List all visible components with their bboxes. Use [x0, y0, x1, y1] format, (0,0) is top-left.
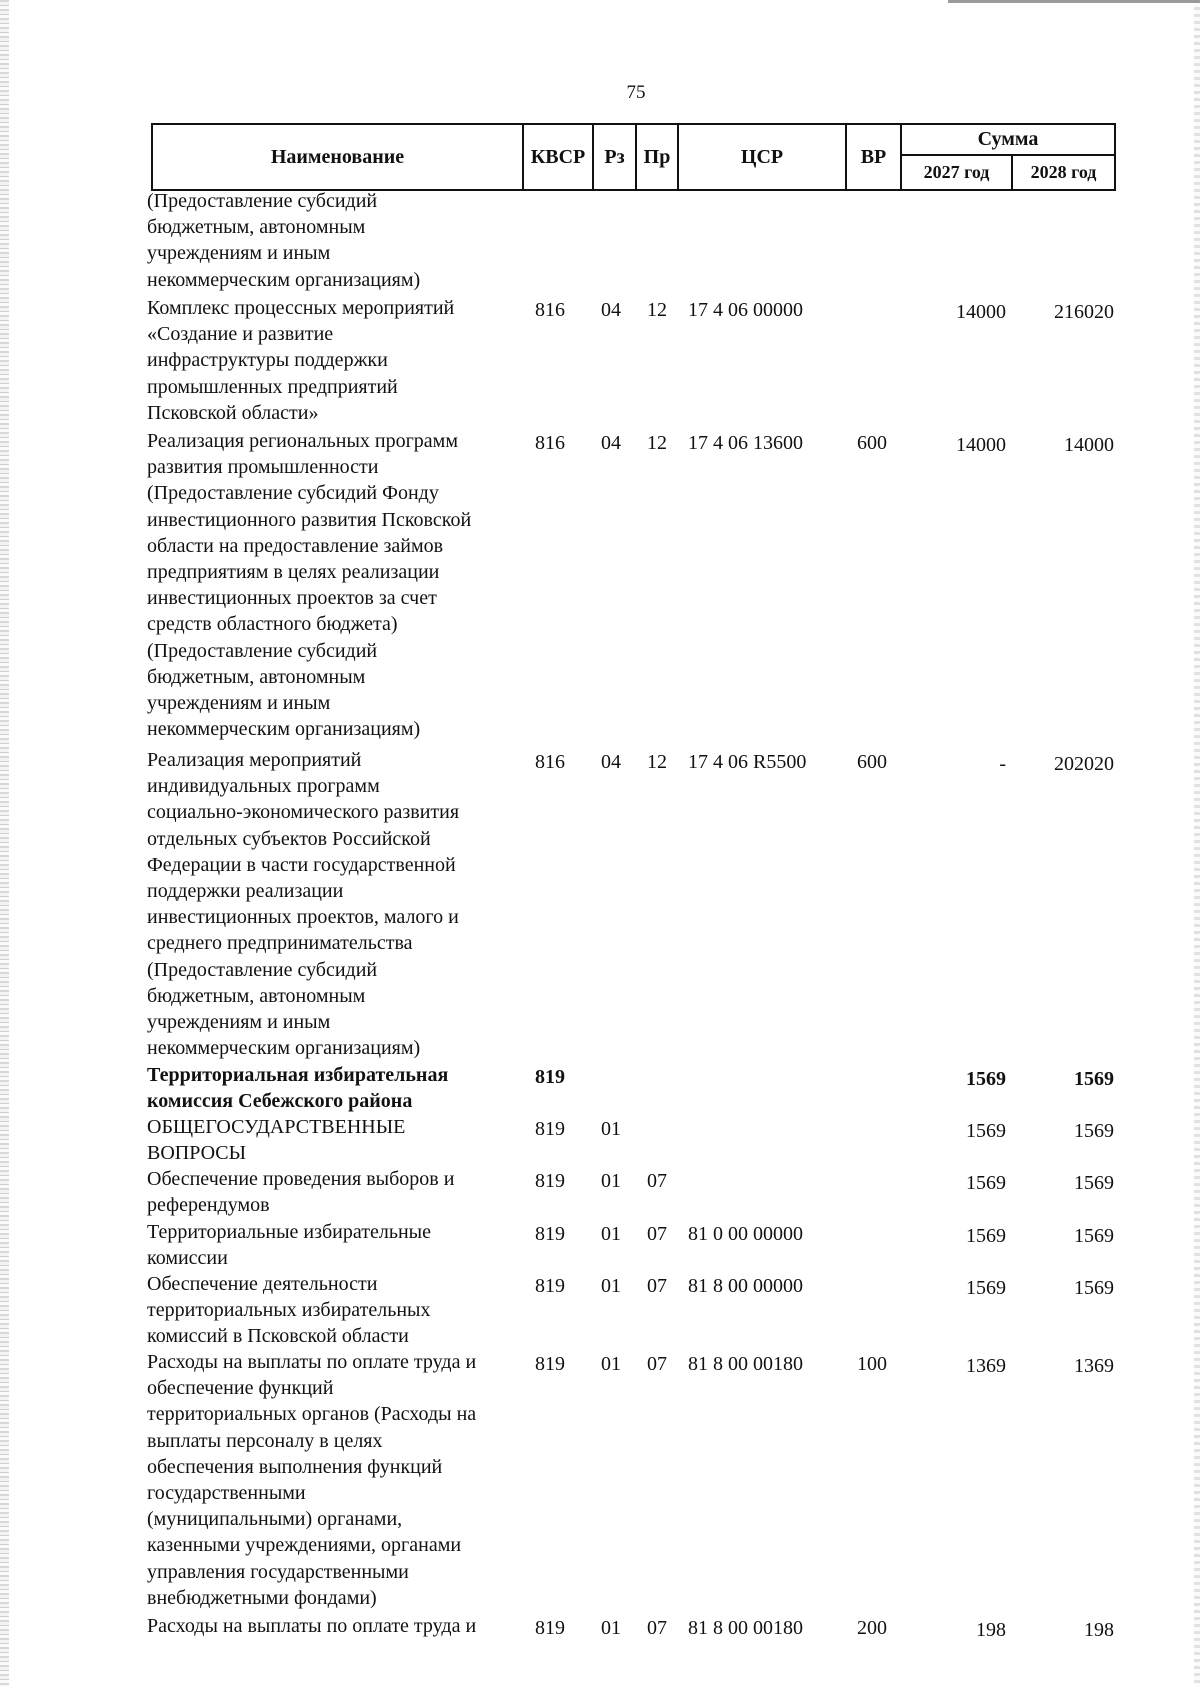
row-sum-2027: 1569	[966, 1068, 1006, 1090]
row-rz: 04	[601, 432, 621, 454]
row-name: ОБЩЕГОСУДАРСТВЕННЫЕ ВОПРОСЫ	[147, 1116, 406, 1165]
row-kvsr: 819	[535, 1275, 565, 1297]
header-kvsr: КВСР	[524, 125, 594, 191]
row-csr: 17 4 06 00000	[688, 299, 803, 321]
row-rz: 01	[601, 1223, 621, 1245]
row-pr: 12	[647, 299, 667, 321]
header-vr: ВР	[847, 125, 902, 191]
row-name: Реализация мероприятий индивидуальных программ социально-экономического развития отдельных субъектов Российской Федерации в части государственной поддержки реализации инвестиционных проектов, малого и среднего предпринимательства (Предоставление субсидий бюджетным, автономным учреждениям и иным некоммерческим организациям)	[147, 749, 460, 1060]
header-csr: ЦСР	[679, 125, 847, 191]
row-pr: 12	[647, 432, 667, 454]
row-csr: 17 4 06 R5500	[688, 751, 807, 773]
row-rz: 01	[601, 1170, 621, 1192]
row-name: Обеспечение проведения выборов и референдумов	[147, 1168, 455, 1217]
row-name: Расходы на выплаты по оплате труда и	[147, 1615, 477, 1637]
row-kvsr: 819	[535, 1066, 565, 1088]
header-pr: Пр	[637, 125, 679, 191]
row-csr: 17 4 06 13600	[688, 432, 803, 454]
page-number: 75	[626, 82, 646, 103]
row-vr: 100	[857, 1353, 887, 1375]
row-vr: 600	[857, 751, 887, 773]
row-vr: 600	[857, 432, 887, 454]
row-sum-2028: 202020	[1054, 753, 1114, 775]
row-csr: 81 0 00 00000	[688, 1223, 803, 1245]
row-sum-2028: 1569	[1074, 1225, 1114, 1247]
row-rz: 01	[601, 1353, 621, 1375]
row-rz: 04	[601, 751, 621, 773]
scan-edge-left	[0, 0, 9, 1686]
row-pr: 12	[647, 751, 667, 773]
row-kvsr: 816	[535, 432, 565, 454]
row-sum-2027: 14000	[956, 301, 1006, 323]
row-sum-2028: 1569	[1074, 1068, 1114, 1090]
row-name: Обеспечение деятельности территориальных избирательных комиссий в Псковской области	[147, 1273, 431, 1348]
row-kvsr: 816	[535, 751, 565, 773]
row-kvsr: 819	[535, 1118, 565, 1140]
table-header	[151, 123, 1116, 191]
row-name: Расходы на выплаты по оплате труда и обеспечение функций территориальных органов (Расходы на выплаты персоналу в целях обеспечения выполнения функций государственными (муниципальными) органами, казенными учреждениями, органами управления государственными внебюджетными фондами)	[147, 1351, 477, 1609]
row-pr: 07	[647, 1223, 667, 1245]
row-sum-2027: 1569	[966, 1120, 1006, 1142]
row-sum-2028: 216020	[1054, 301, 1114, 323]
header-rz: Рз	[594, 125, 637, 191]
row-kvsr: 819	[535, 1223, 565, 1245]
row-csr: 81 8 00 00180	[688, 1353, 803, 1375]
scan-edge-right	[1194, 0, 1200, 1686]
row-sum-2027: 198	[976, 1619, 1006, 1641]
row-pr: 07	[647, 1617, 667, 1639]
row-sum-2027: 1569	[966, 1277, 1006, 1299]
row-sum-2028: 1569	[1074, 1120, 1114, 1142]
row-pr: 07	[647, 1170, 667, 1192]
row-sum-2028: 14000	[1064, 434, 1114, 456]
row-kvsr: 819	[535, 1353, 565, 1375]
scan-top-mark	[948, 0, 1200, 3]
row-rz: 01	[601, 1617, 621, 1639]
header-year-2028: 2028 год	[1013, 156, 1116, 191]
row-kvsr: 816	[535, 299, 565, 321]
row-name: Комплекс процессных мероприятий «Создание и развитие инфраструктуры поддержки промышленных предприятий Псковской области»	[147, 297, 455, 424]
row-rz: 01	[601, 1275, 621, 1297]
row-name: Территориальная избирательная комиссия Себежского района	[147, 1064, 449, 1113]
row-pr: 07	[647, 1275, 667, 1297]
row-name: Территориальные избирательные комиссии	[147, 1221, 431, 1270]
header-year-2027: 2027 год	[902, 156, 1013, 191]
row-sum-2027: 1569	[966, 1225, 1006, 1247]
row-csr: 81 8 00 00000	[688, 1275, 803, 1297]
row-sum-2028: 198	[1084, 1619, 1114, 1641]
row-pr: 07	[647, 1353, 667, 1375]
row-sum-2028: 1369	[1074, 1355, 1114, 1377]
row-sum-2027: -	[999, 753, 1006, 775]
row-kvsr: 819	[535, 1170, 565, 1192]
row-sum-2027: 1369	[966, 1355, 1006, 1377]
row-sum-2028: 1569	[1074, 1172, 1114, 1194]
header-sum: Сумма	[902, 125, 1116, 156]
row-name: (Предоставление субсидий бюджетным, автономным учреждениям и иным некоммерческим организациям)	[147, 190, 421, 291]
row-name: Реализация региональных программ развития промышленности (Предоставление субсидий Фонду инвестиционного развития Псковской области на предоставление займов предприятиям в целях реализации инвестиционных проектов за счет средств областного бюджета) (Предоставление субсидий бюджетным, автономным учреждениям и иным некоммерческим организациям)	[147, 430, 472, 741]
row-kvsr: 819	[535, 1617, 565, 1639]
row-sum-2028: 1569	[1074, 1277, 1114, 1299]
row-rz: 04	[601, 299, 621, 321]
row-csr: 81 8 00 00180	[688, 1617, 803, 1639]
row-sum-2027: 1569	[966, 1172, 1006, 1194]
header-name: Наименование	[153, 125, 524, 191]
row-vr: 200	[857, 1617, 887, 1639]
row-rz: 01	[601, 1118, 621, 1140]
row-sum-2027: 14000	[956, 434, 1006, 456]
